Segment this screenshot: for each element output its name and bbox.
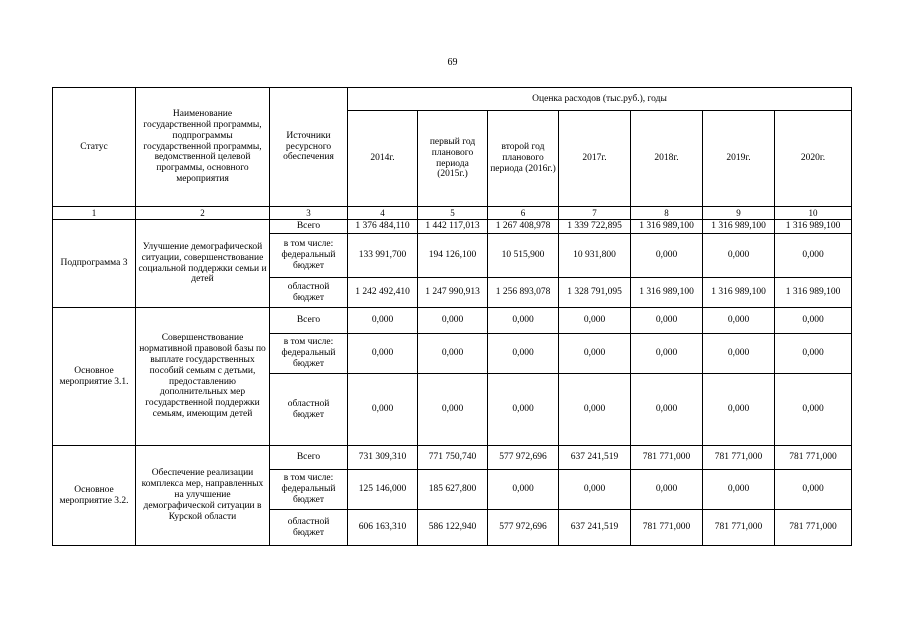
table-cell: 781 771,000 [631,446,703,470]
header-year-2014: 2014г. [348,111,418,207]
col-number: 9 [703,207,775,220]
table-cell: 0,000 [775,470,852,510]
header-expense-title: Оценка расходов (тыс.руб.), годы [348,88,852,111]
table-cell: 1 316 989,100 [703,278,775,308]
col-number: 7 [559,207,631,220]
table-cell: 781 771,000 [631,510,703,546]
table-cell: 577 972,696 [488,510,559,546]
table-cell: 606 163,310 [348,510,418,546]
header-year-2017: 2017г. [559,111,631,207]
table-cell: 10 931,800 [559,234,631,278]
row-source: Всего [270,308,348,334]
header-year-2018: 2018г. [631,111,703,207]
table-cell: 0,000 [775,374,852,446]
table-cell: 586 122,940 [418,510,488,546]
table-cell: 0,000 [418,334,488,374]
row-status: Подпрограмма 3 [53,220,136,308]
col-number: 5 [418,207,488,220]
table-cell: 0,000 [631,308,703,334]
row-name: Улучшение демографической ситуации, совершенствование социальной поддержки семьи и детей [136,220,270,308]
row-source: в том числе: федеральный бюджет [270,470,348,510]
row-name: Совершенствование нормативной правовой базы по выплате государственных пособий семьям с детьми, предоставлению дополнительных мер государственной поддержки семьям, имеющим детей [136,308,270,446]
table-cell: 637 241,519 [559,510,631,546]
table-cell: 0,000 [559,308,631,334]
table-cell: 0,000 [631,470,703,510]
table-cell: 133 991,700 [348,234,418,278]
table-cell: 0,000 [775,308,852,334]
table-cell: 577 972,696 [488,446,559,470]
col-number: 1 [53,207,136,220]
header-year-2019: 2019г. [703,111,775,207]
table-cell: 0,000 [418,374,488,446]
row-source: областной бюджет [270,510,348,546]
header-year-2016: второй год планового периода (2016г.) [488,111,559,207]
col-number: 2 [136,207,270,220]
table-cell: 781 771,000 [703,510,775,546]
table-cell: 0,000 [703,308,775,334]
header-name: Наименование государственной программы, подпрограммы государственной программы, ведомственной целевой программы, основного мероприятия [136,88,270,207]
page-number: 69 [447,57,458,68]
table-cell: 0,000 [631,234,703,278]
table-cell: 1 316 989,100 [631,278,703,308]
table-cell: 10 515,900 [488,234,559,278]
table-cell: 781 771,000 [775,446,852,470]
col-number: 8 [631,207,703,220]
row-source: в том числе: федеральный бюджет [270,234,348,278]
table-cell: 1 316 989,100 [775,278,852,308]
table-cell: 0,000 [703,234,775,278]
col-number: 6 [488,207,559,220]
table-row [53,446,852,470]
table-cell: 0,000 [775,334,852,374]
table-cell: 0,000 [703,374,775,446]
table-row [53,220,852,234]
row-status: Основное мероприятие 3.2. [53,446,136,546]
budget-table [52,87,852,546]
table-cell: 781 771,000 [703,446,775,470]
table-cell: 1 242 492,410 [348,278,418,308]
table-cell: 0,000 [418,308,488,334]
table-cell: 0,000 [559,470,631,510]
row-status: Основное мероприятие 3.1. [53,308,136,446]
table-cell: 185 627,800 [418,470,488,510]
table-cell: 781 771,000 [775,510,852,546]
table-cell: 0,000 [775,234,852,278]
row-source: Всего [270,446,348,470]
table-cell: 1 442 117,013 [418,220,488,234]
header-year-2020: 2020г. [775,111,852,207]
table-cell: 0,000 [348,308,418,334]
table-cell: 0,000 [488,470,559,510]
table-cell: 1 316 989,100 [703,220,775,234]
table-cell: 0,000 [559,334,631,374]
table-cell: 0,000 [631,334,703,374]
table-cell: 771 750,740 [418,446,488,470]
header-status: Статус [53,88,136,207]
table-cell: 0,000 [348,334,418,374]
col-number: 3 [270,207,348,220]
col-number: 10 [775,207,852,220]
col-number: 4 [348,207,418,220]
table-cell: 1 247 990,913 [418,278,488,308]
row-name: Обеспечение реализации комплекса мер, направленных на улучшение демографической ситуации в Курской области [136,446,270,546]
header-source: Источники ресурсного обеспечения [270,88,348,207]
table-row [53,308,852,334]
table-cell: 731 309,310 [348,446,418,470]
header-year-2015: первый год планового периода (2015г.) [418,111,488,207]
table-cell: 0,000 [631,374,703,446]
table-cell: 0,000 [703,334,775,374]
table-cell: 0,000 [488,374,559,446]
table-cell: 125 146,000 [348,470,418,510]
table-cell: 1 316 989,100 [631,220,703,234]
row-source: в том числе: федеральный бюджет [270,334,348,374]
row-source: Всего [270,220,348,234]
table-cell: 0,000 [488,334,559,374]
table-cell: 0,000 [348,374,418,446]
table-cell: 1 339 722,895 [559,220,631,234]
row-source: областной бюджет [270,374,348,446]
table-cell: 1 376 484,110 [348,220,418,234]
table-cell: 0,000 [488,308,559,334]
table-cell: 1 256 893,078 [488,278,559,308]
table-cell: 1 267 408,978 [488,220,559,234]
table-cell: 1 328 791,095 [559,278,631,308]
row-source: областной бюджет [270,278,348,308]
table-cell: 637 241,519 [559,446,631,470]
table-cell: 1 316 989,100 [775,220,852,234]
table-cell: 0,000 [559,374,631,446]
table-cell: 0,000 [703,470,775,510]
table-cell: 194 126,100 [418,234,488,278]
